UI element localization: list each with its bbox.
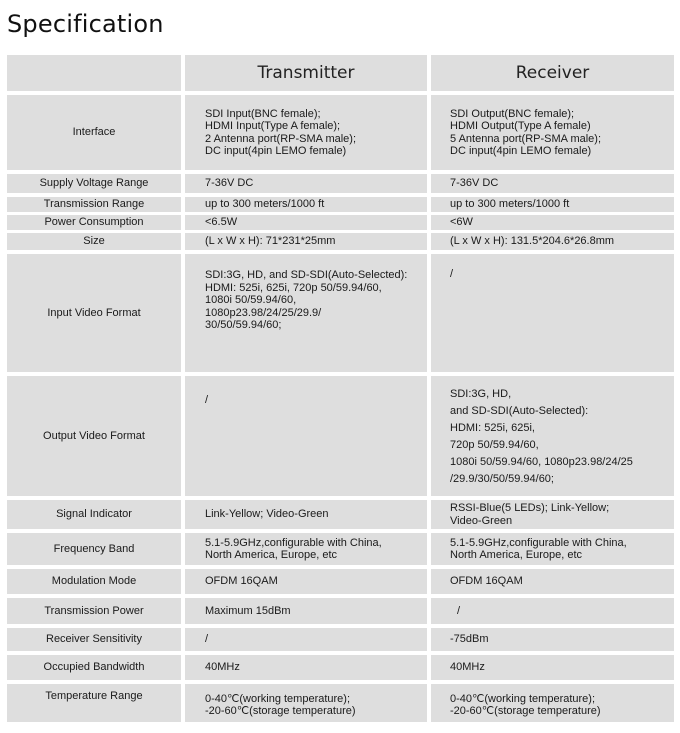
rx-frequency-band: 5.1-5.9GHz,configurable with China, North America, Europe, etc [431, 533, 674, 565]
tx-occupied-bandwidth: 40MHz [185, 655, 427, 680]
row-label-supply-voltage: Supply Voltage Range [7, 174, 181, 193]
row-label-size: Size [7, 233, 181, 250]
tx-output-video-format: / [185, 376, 427, 496]
rx-temperature-range: 0-40℃(working temperature); -20-60℃(storage temperature) [431, 684, 674, 722]
row-label-signal-indicator: Signal Indicator [7, 500, 181, 529]
row-label-power-consumption: Power Consumption [7, 215, 181, 230]
row-label-frequency-band: Frequency Band [7, 533, 181, 565]
row-label-transmission-range: Transmission Range [7, 197, 181, 212]
rx-output-video-format: SDI:3G, HD, and SD-SDI(Auto-Selected): HDMI: 525i, 625i, 720p 50/59.94/60, 1080i 50/59.94/60, 1080p23.98/24/25 /29.9/30/50/59.94/60; [431, 376, 674, 496]
rx-modulation-mode: OFDM 16QAM [431, 569, 674, 594]
tx-signal-indicator: Link-Yellow; Video-Green [185, 500, 427, 529]
page-title: Specification [7, 10, 164, 38]
rx-size: (L x W x H): 131.5*204.6*26.8mm [431, 233, 674, 250]
rx-receiver-sensitivity: -75dBm [431, 628, 674, 651]
row-label-input-video-format: Input Video Format [7, 254, 181, 372]
row-label-receiver-sensitivity: Receiver Sensitivity [7, 628, 181, 651]
tx-size: (L x W x H): 71*231*25mm [185, 233, 427, 250]
row-label-transmission-power: Transmission Power [7, 598, 181, 624]
rx-supply-voltage: 7-36V DC [431, 174, 674, 193]
header-corner-cell [7, 55, 181, 91]
tx-interface: SDI Input(BNC female); HDMI Input(Type A female); 2 Antenna port(RP-SMA male); DC input(4pin LEMO female) [185, 95, 427, 170]
tx-supply-voltage: 7-36V DC [185, 174, 427, 193]
rx-interface: SDI Output(BNC female); HDMI Output(Type A female) 5 Antenna port(RP-SMA male); DC input(4pin LEMO female) [431, 95, 674, 170]
tx-transmission-power: Maximum 15dBm [185, 598, 427, 624]
rx-power-consumption: <6W [431, 215, 674, 230]
tx-receiver-sensitivity: / [185, 628, 427, 651]
row-label-occupied-bandwidth: Occupied Bandwidth [7, 655, 181, 680]
header-transmitter: Transmitter [185, 55, 427, 91]
row-label-output-video-format: Output Video Format [7, 376, 181, 496]
rx-signal-indicator: RSSI-Blue(5 LEDs); Link-Yellow; Video-Green [431, 500, 674, 529]
rx-input-video-format: / [431, 254, 674, 372]
tx-power-consumption: <6.5W [185, 215, 427, 230]
tx-input-video-format: SDI:3G, HD, and SD-SDI(Auto-Selected): HDMI: 525i, 625i, 720p 50/59.94/60, 1080i 50/59.94/60, 1080p23.98/24/25/29.9/ 30/50/59.94/60; [185, 254, 427, 372]
tx-transmission-range: up to 300 meters/1000 ft [185, 197, 427, 212]
header-receiver: Receiver [431, 55, 674, 91]
rx-transmission-range: up to 300 meters/1000 ft [431, 197, 674, 212]
row-label-interface: Interface [7, 95, 181, 170]
rx-occupied-bandwidth: 40MHz [431, 655, 674, 680]
row-label-modulation-mode: Modulation Mode [7, 569, 181, 594]
tx-modulation-mode: OFDM 16QAM [185, 569, 427, 594]
rx-transmission-power: / [431, 598, 674, 624]
row-label-temperature-range: Temperature Range [7, 684, 181, 722]
tx-temperature-range: 0-40℃(working temperature); -20-60℃(storage temperature) [185, 684, 427, 722]
tx-frequency-band: 5.1-5.9GHz,configurable with China, North America, Europe, etc [185, 533, 427, 565]
